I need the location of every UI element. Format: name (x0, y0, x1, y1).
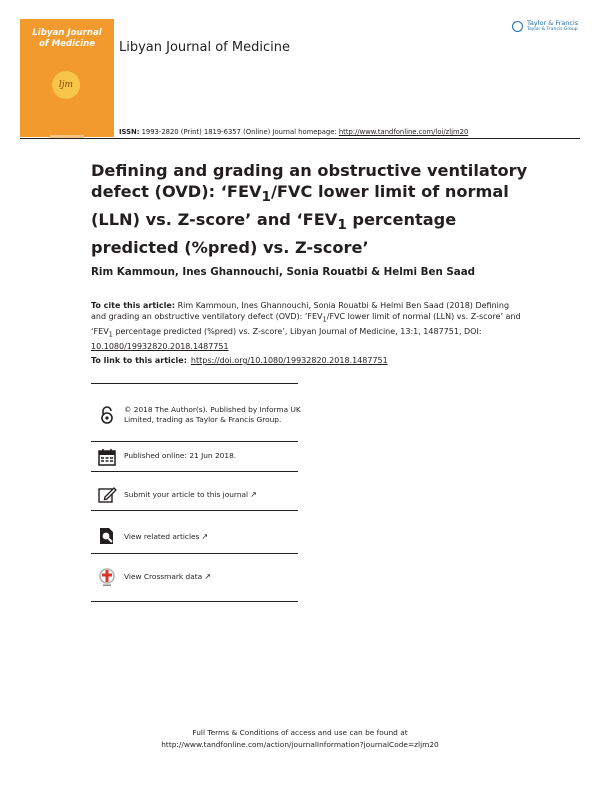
terms-url[interactable]: http://www.tandfonline.com/action/journalInformation?journalCode=zljm20 (161, 739, 439, 749)
divider (91, 510, 298, 511)
citation-block: To cite this article: Rim Kammoun, Ines Ghannouchi, Sonia Rouatbi & Helmi Ben Saad (2018) Defining and grading an obstructive ventilatory defect (OVD): ‘$FEV_1$/FVC lower limit of normal (LLN) vs. Z-score’ and ‘$FEV_1$ percentage predicted (%pred) vs. Z-score’, Libyan Journal of Medicine, 13:1, 1487751, DOI: 10.1080/19932820.2018.1487751 (91, 301, 521, 352)
submit-article-link[interactable]: Submit your article to this journal ↗ (97, 485, 307, 505)
external-link-icon: ↗ (204, 572, 211, 581)
terms-footer: Full Terms & Conditions of access and use can be found at http://www.tandfonline.com/action/journalInformation?journalCode=zljm20 (0, 727, 600, 750)
open-access-lock-icon (97, 405, 117, 425)
divider (91, 441, 298, 442)
published-date: Published online: 21 Jun 2018. (97, 447, 307, 467)
cover-logo: ljm (52, 71, 80, 99)
divider (91, 601, 298, 602)
article-authors: Rim Kammoun, Ines Ghannouchi, Sonia Rouatbi & Helmi Ben Saad (91, 266, 476, 278)
related-articles-link[interactable]: View related articles ↗ (97, 526, 307, 546)
journal-homepage-link[interactable]: http://www.tandfonline.com/loi/zljm20 (338, 128, 469, 136)
crossmark-link[interactable]: View Crossmark data ↗ (97, 567, 307, 587)
crossmark-icon (97, 567, 117, 587)
open-access-notice: © 2018 The Author(s). Published by Informa UK Limited, trading as Taylor & Francis Group. (97, 405, 307, 441)
header-divider (20, 138, 580, 139)
external-link-icon: ↗ (201, 532, 209, 541)
calendar-icon (97, 447, 117, 467)
divider (91, 383, 298, 384)
divider (91, 553, 298, 554)
divider (91, 471, 298, 472)
article-link-line: To link to this article: https://doi.org/10.1080/19932820.2018.1487751 (91, 356, 388, 365)
publisher-logo: Taylor & Francis Taylor & Francis Group (512, 18, 584, 38)
publisher-logo-icon (512, 21, 523, 32)
journal-name: Libyan Journal of Medicine (119, 40, 290, 55)
article-title: Defining and grading an obstructive ventilatory defect (OVD): ‘$FEV_1$/FVC lower limit of normal (LLN) vs. Z-score’ and ‘$FEV_1$ percentage predicted (%pred) vs. Z-score’ (91, 161, 528, 257)
article-doi-url[interactable]: https://doi.org/10.1080/19932820.2018.1487751 (190, 356, 388, 365)
issn-line: ISSN: 1993-2820 (Print) 1819-6357 (Online) Journal homepage: http://www.tandfonline.com/loi/zljm20 (119, 128, 469, 136)
edit-icon (97, 485, 117, 505)
doi-link[interactable]: 10.1080/19932820.2018.1487751 (91, 342, 229, 352)
search-document-icon (97, 526, 117, 546)
cover-title: Libyan Journal of Medicine (32, 28, 102, 49)
external-link-icon: ↗ (250, 490, 257, 499)
journal-cover-image (20, 19, 114, 137)
